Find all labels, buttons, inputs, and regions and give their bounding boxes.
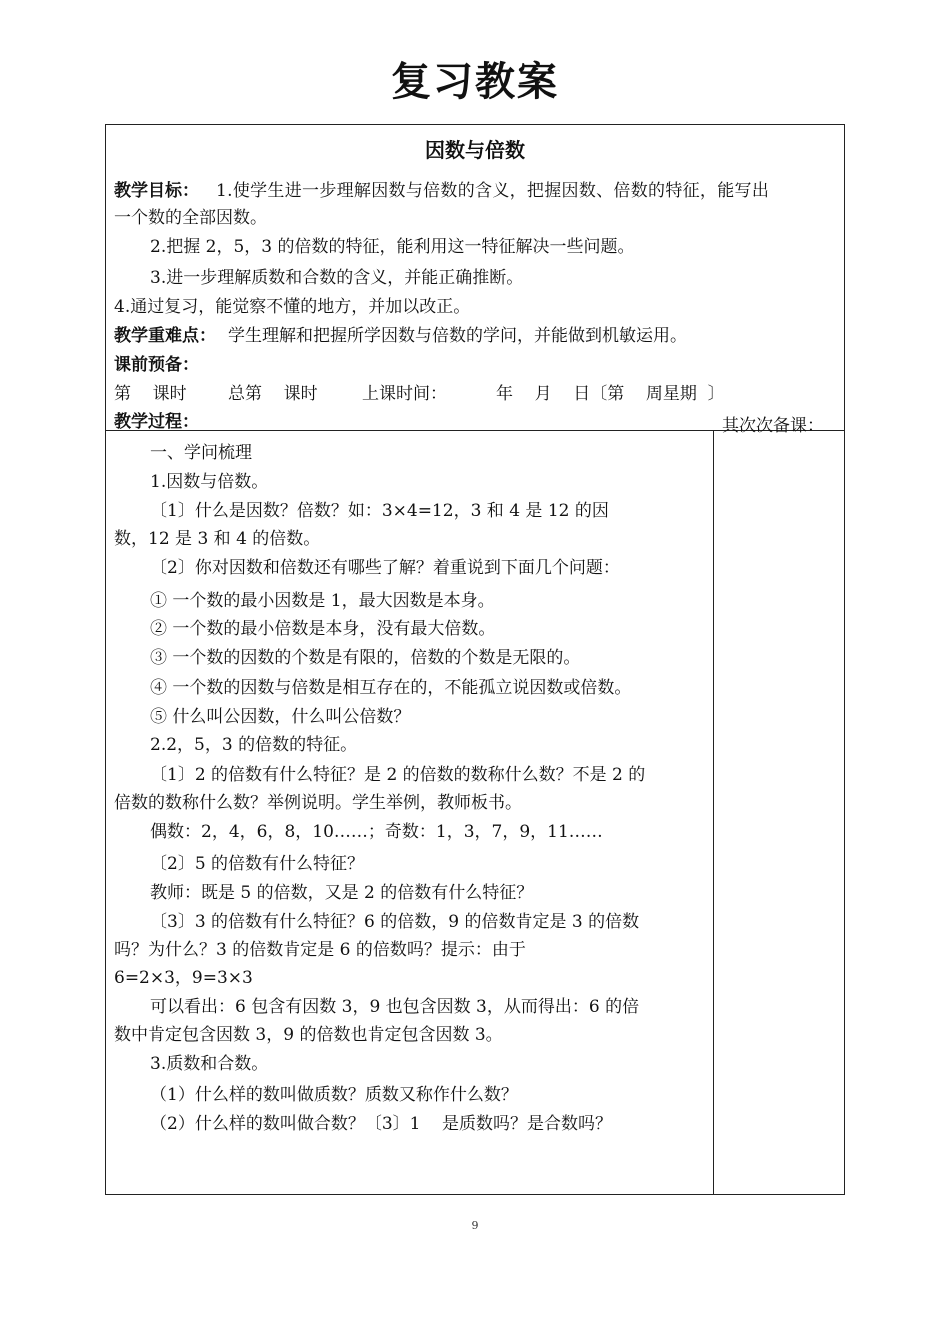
body-line-1: 一、学问梳理 <box>150 443 252 463</box>
body-line-22: 3.质数和合数。 <box>150 1054 269 1074</box>
process-label: 教学过程： <box>114 412 199 432</box>
key-points-text: 学生理解和把握所学因数与倍数的学问，并能做到机敏运用。 <box>228 326 687 346</box>
goals-label: 教学目标： <box>114 181 199 201</box>
body-line-3: 〔1〕什么是因数？倍数？如：3×4=12，3 和 4 是 12 的因 <box>150 501 609 521</box>
body-line-12: 〔1〕2 的倍数有什么特征？是 2 的倍数的数称什么数？不是 2 的 <box>150 765 646 785</box>
body-line-16: 教师：既是 5 的倍数，又是 2 的倍数有什么特征？ <box>150 883 534 903</box>
body-line-7: ② 一个数的最小倍数是本身，没有最大倍数。 <box>150 619 496 639</box>
body-line-23: （1）什么样的数叫做质数？质数又称作什么数？ <box>150 1085 518 1105</box>
body-line-6: ① 一个数的最小因数是 1，最大因数是本身。 <box>150 591 495 611</box>
body-line-15: 〔2〕5 的倍数有什么特征？ <box>150 854 365 874</box>
goal-3: 3.进一步理解质数和合数的含义，并能正确推断。 <box>150 268 524 288</box>
body-line-5: 〔2〕你对因数和倍数还有哪些了解？着重说到下面几个问题： <box>150 558 620 578</box>
goal-1a: 1.使学生进一步理解因数与倍数的含义，把握因数、倍数的特征，能写出 <box>216 181 770 201</box>
preparation-label: 课前预备： <box>114 355 199 375</box>
class-date: 年 月 日〔第 周星期 〕 <box>496 384 725 404</box>
body-line-14: 偶数：2，4，6，8，10……；奇数：1，3，7，9，11…… <box>150 822 603 842</box>
body-line-4: 数，12 是 3 和 4 的倍数。 <box>114 529 321 549</box>
body-line-21: 数中肯定包含因数 3，9 的倍数也肯定包含因数 3。 <box>114 1025 503 1045</box>
table-divider-vertical <box>713 430 714 1195</box>
body-line-19: 6=2×3，9=3×3 <box>114 968 253 988</box>
goal-2: 2.把握 2，5，3 的倍数的特征，能利用这一特征解决一些问题。 <box>150 237 635 257</box>
body-line-9: ④ 一个数的因数与倍数是相互存在的，不能孤立说因数或倍数。 <box>150 678 632 698</box>
body-line-18: 吗？为什么？3 的倍数肯定是 6 的倍数吗？提示：由于 <box>114 940 526 960</box>
lesson-number: 第 课时 <box>114 384 187 404</box>
body-line-20: 可以看出：6 包含有因数 3，9 也包含因数 3，从而得出：6 的倍 <box>150 997 640 1017</box>
total-lesson-number: 总第 课时 <box>228 384 318 404</box>
body-line-17: 〔3〕3 的倍数有什么特征？6 的倍数，9 的倍数肯定是 3 的倍数 <box>150 912 640 932</box>
page-title: 复习教案 <box>391 59 559 105</box>
body-line-24: （2）什么样的数叫做合数？〔3〕1 是质数吗？是合数吗？ <box>150 1114 613 1134</box>
body-line-8: ③ 一个数的因数的个数是有限的，倍数的个数是无限的。 <box>150 648 581 668</box>
lesson-title: 因数与倍数 <box>425 138 525 162</box>
goal-1b: 一个数的全部因数。 <box>114 208 267 228</box>
body-line-11: 2.2，5，3 的倍数的特征。 <box>150 735 358 755</box>
body-line-10: ⑤ 什么叫公因数，什么叫公倍数？ <box>150 707 411 727</box>
goal-4: 4.通过复习，能觉察不懂的地方，并加以改正。 <box>114 297 471 317</box>
class-time-label: 上课时间： <box>362 384 447 404</box>
body-line-13: 倍数的数称什么数？举例说明。学生举例，教师板书。 <box>114 793 522 813</box>
body-line-2: 1.因数与倍数。 <box>150 472 269 492</box>
key-points-label: 教学重难点： <box>114 326 216 346</box>
secondary-prep-label: 其次次备课： <box>722 416 824 436</box>
page-number: 9 <box>471 1219 479 1232</box>
